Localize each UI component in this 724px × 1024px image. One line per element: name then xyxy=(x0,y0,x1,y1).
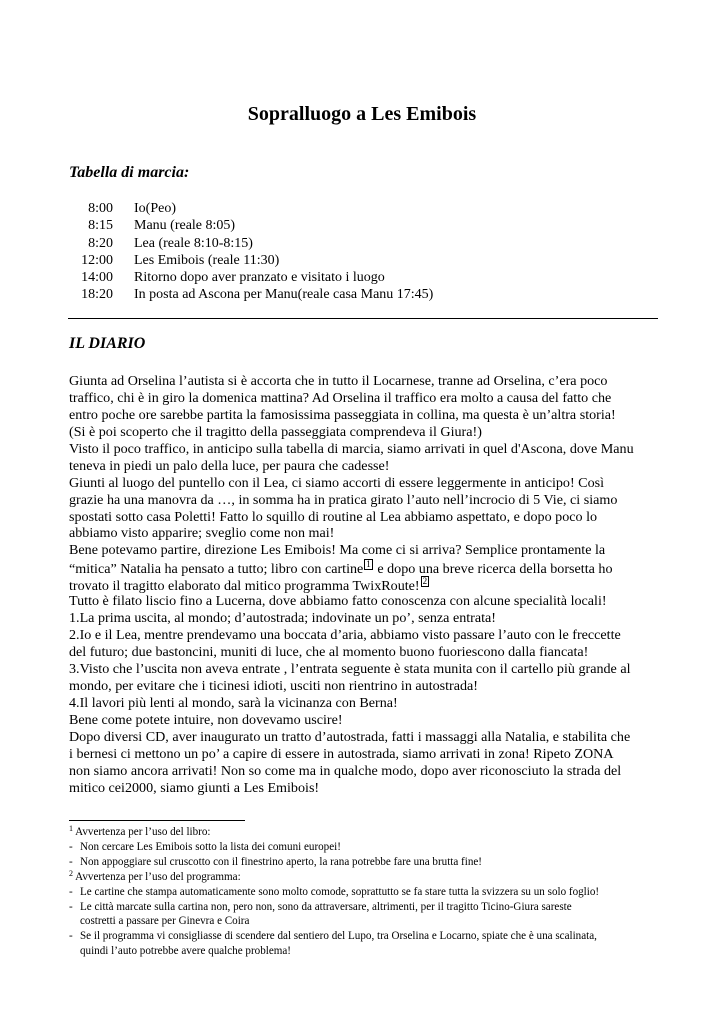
footnote-heading xyxy=(69,825,689,840)
diary-line xyxy=(69,559,669,576)
document-title: Sopralluogo a Les Emibois xyxy=(247,103,477,125)
diary-line: 3.Visto che l’uscita non aveva entrate , l’entrata seguente è stata munita con il cartello più grande al xyxy=(69,660,631,677)
schedule-table xyxy=(69,200,433,304)
bullet-dash: - xyxy=(69,930,73,943)
diary-line: 1.La prima uscita, al mondo; d’autostrada; indovinate un po’, senza entrata! xyxy=(69,610,496,627)
diary-text: trovato il tragitto elaborato dal mitico programma TwixRoute! xyxy=(69,578,420,595)
diary-line: Bene potevamo partire, direzione Les Emibois! Ma come ci si arriva? Semplice prontamente la xyxy=(69,542,606,559)
schedule-time: 8:00 xyxy=(88,201,113,216)
schedule-desc: Les Emibois (reale 11:30) xyxy=(134,252,280,268)
footnote-text: quindi l’auto potrebbe avere qualche problema! xyxy=(80,945,292,958)
schedule-time: 12:00 xyxy=(81,252,113,268)
footnote-separator xyxy=(69,820,245,821)
diary-line: grazie ha una manovra da …, in somma ha in pratica girato l’auto nell’incrocio di 5 Vie, ci siamo xyxy=(69,491,618,508)
bullet-dash: - xyxy=(69,840,73,853)
footnote-title: Avvertenza per l’uso del programma: xyxy=(73,870,241,883)
footnote-text: Le città marcate sulla cartina non, pero non, sono da attraversare, altrimenti, per il tragitto Ticino-Giura sareste xyxy=(80,900,572,913)
footnote-item xyxy=(69,929,689,959)
schedule-desc: Lea (reale 8:10-8:15) xyxy=(134,235,253,251)
schedule-time: 14:00 xyxy=(81,270,113,286)
schedule-time: 8:15 xyxy=(88,218,113,234)
diary-line: spostati sotto casa Poletti! Fatto lo squillo di routine al Lea abbiamo aspettato, e dopo poco lo xyxy=(69,508,598,525)
diary-heading: IL DIARIO xyxy=(69,335,146,352)
footnote-text: Non cercare Les Emibois sotto la lista dei comuni europei! xyxy=(80,840,341,853)
diary-line: 2.Io e il Lea, mentre prendevamo una boccata d’aria, abbiamo visto passare l’auto con le freccette xyxy=(69,627,621,644)
diary-line: i bernesi ci mettono un po’ a capire di essere in autostrada, siamo arrivati in zona! Ripeto ZONA xyxy=(69,745,614,762)
diary-line: Bene come potete intuire, non dovevamo uscire! xyxy=(69,711,343,728)
schedule-row xyxy=(69,269,433,286)
footnote-number: 2 xyxy=(69,868,73,878)
diary-line: Visto il poco traffico, in anticipo sulla tabella di marcia, siamo arrivati in quel d'Ascona, dove Manu xyxy=(69,440,634,457)
footnote-item xyxy=(69,855,689,870)
schedule-row xyxy=(69,252,433,269)
footnote-item xyxy=(69,900,689,930)
schedule-row xyxy=(69,235,433,252)
schedule-heading: Tabella di marcia: xyxy=(69,164,190,181)
schedule-desc: Ritorno dopo aver pranzato e visitato i luogo xyxy=(134,270,385,286)
diary-line: non siamo ancora arrivati! Non so come ma in qualche modo, dopo aver riconosciuto la strada del xyxy=(69,762,622,779)
diary-line: teneva in piedi un palo della luce, per paura che cadesse! xyxy=(69,457,390,474)
diary-line: mitico cei2000, siamo giunti a Les Emibois! xyxy=(69,779,320,796)
schedule-desc: Manu (reale 8:05) xyxy=(134,218,236,234)
footnote-ref: 2 xyxy=(422,576,428,587)
diary-line: (Si è poi scoperto che il tragitto della passeggiata comprendeva il Giura!) xyxy=(69,423,482,440)
footnote-text: Se il programma vi consigliasse di scendere dal sentiero del Lupo, tra Orselina e Locarno, spiate che è una scalinata, xyxy=(80,930,597,943)
bullet-dash: - xyxy=(69,885,73,898)
diary-text: e dopo una breve ricerca della borsetta ho xyxy=(373,561,613,578)
schedule-time: 18:20 xyxy=(81,287,113,303)
diary-line: mondo, per evitare che i ticinesi idioti, usciti non rientrino in autostrada! xyxy=(69,677,479,694)
diary-line: del futuro; due bastoncini, muniti di luce, che al momento buono fuoriescono dalla fiancata! xyxy=(69,644,589,660)
schedule-desc: In posta ad Ascona per Manu(reale casa Manu 17:45) xyxy=(134,287,434,303)
diary-line: abbiamo visto apparire; sveglio come non mai! xyxy=(69,525,335,542)
footnote-item xyxy=(69,840,689,855)
diary-line: entro poche ore sarebbe partita la famosissima passeggiata in collina, ma questa è un’altra storia! xyxy=(69,406,616,423)
footnote-text: costretti a passare per Ginevra e Coira xyxy=(80,915,250,928)
diary-line: Tutto è filato liscio fino a Lucerna, dove abbiamo fatto conoscenza con alcune specialità locali! xyxy=(69,593,607,610)
diary-text: “mitica” Natalia ha pensato a tutto; libro con cartine xyxy=(69,561,364,578)
schedule-row xyxy=(69,217,433,234)
diary-line: Giunti al luogo del puntello con il Lea, ci siamo accorti di essere leggermente in anticipo! Così xyxy=(69,474,605,491)
footnote-ref: 1 xyxy=(366,559,371,570)
diary-line: 4.Il lavori più lenti al mondo, sarà la vicinanza con Berna! xyxy=(69,694,398,711)
footnote-heading xyxy=(69,870,689,885)
footnote-title: Avvertenza per l’uso del libro: xyxy=(73,826,211,838)
diary-line: traffico, chi è in giro la domenica mattina? Ad Orselina il traffico era molto a causa del fatto che xyxy=(69,389,612,406)
schedule-row xyxy=(69,200,433,217)
schedule-row xyxy=(69,286,433,303)
diary-body xyxy=(69,373,669,796)
diary-line: Giunta ad Orselina l’autista si è accorta che in tutto il Locarnese, tranne ad Orselina, c’era poco xyxy=(69,373,608,389)
diary-line: Dopo diversi CD, aver inaugurato un tratto d’autostrada, fatti i massaggi alla Natalia, e stabilita che xyxy=(69,728,631,745)
schedule-time: 8:20 xyxy=(88,235,113,251)
diary-line xyxy=(69,576,669,593)
schedule-desc: Io(Peo) xyxy=(134,201,176,216)
footnote-text: Non appoggiare sul cruscotto con il finestrino aperto, la rana potrebbe fare una brutta fine! xyxy=(80,855,482,868)
bullet-dash: - xyxy=(69,900,73,913)
bullet-dash: - xyxy=(69,855,73,868)
footnote-item xyxy=(69,885,689,900)
footnote-text: Le cartine che stampa automaticamente sono molto comode, soprattutto se fa stare tutta la svizzera su un solo foglio! xyxy=(80,885,600,898)
section-divider xyxy=(68,318,658,319)
footnote-number: 1 xyxy=(69,824,73,833)
footnotes xyxy=(69,825,689,959)
